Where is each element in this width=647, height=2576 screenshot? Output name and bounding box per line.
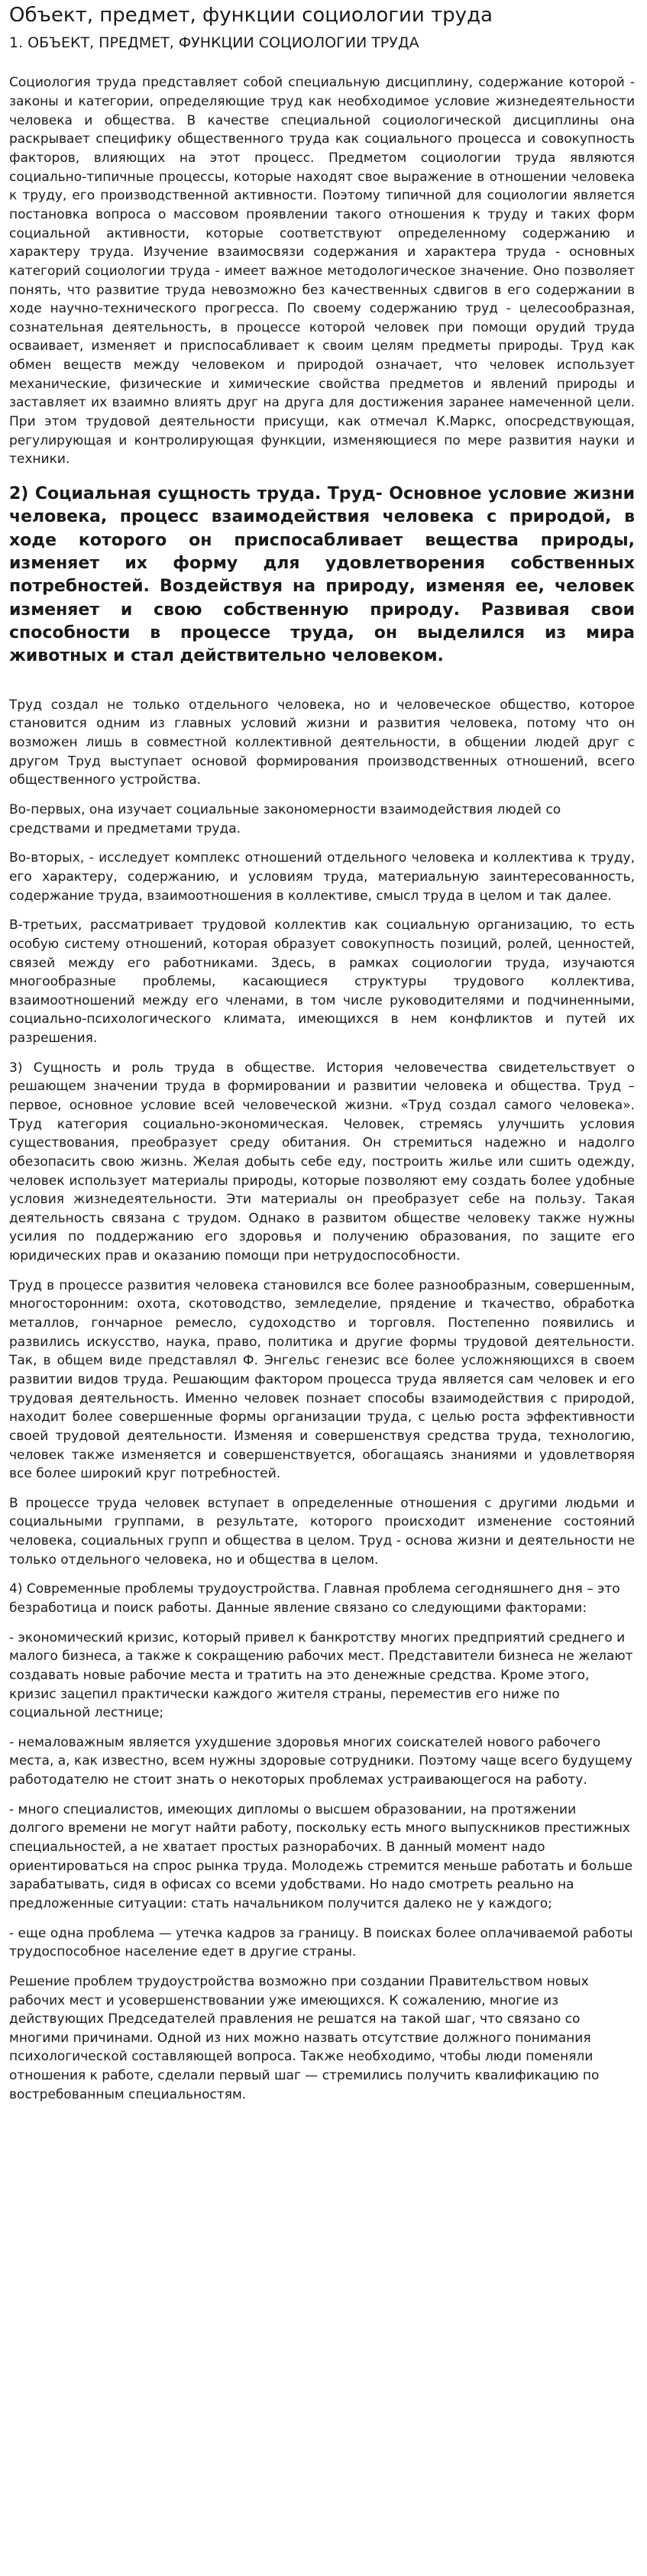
document-page [0,3,647,2133]
paragraph-labor-development: Труд в процессе развития человека становился все более разнообразным, совершенным, многосторонним: охота, скотоводство, земледелие, прядение и ткачество, обработка металлов, гончарное ремесло, судоходство и торговля. Постепенно появились и развились искусство, наука, право, политика и другие формы трудовой деятельности. Так, в общем виде представлял Ф. Энгельс генезис все более усложняющихся в своем развитии видов труда. Решающим фактором процесса труда является сам человек и его трудовая деятельность. Именно человек познает способы взаимодействия с природой, находит более совершенные формы организации труда, с целью роста эффективности своей трудовой деятельности. Изменяя и совершенствуя средства труда, технологию, человек также изменяется и совершенствуется, обогащаясь знаниями и удовлетворяя все более широкий круг потребностей. [9,1277,635,1482]
page-title: Объект, предмет, функции социологии труда [9,4,493,27]
paragraph-employment-problems: 4) Современные проблемы трудоустройства. Главная проблема сегодняшнего дня – это безработица и поиск работы. Данные явление связано со следующими факторами: [9,1581,620,1616]
section-heading: 1. ОБЪЕКТ, ПРЕДМЕТ, ФУНКЦИИ СОЦИОЛОГИИ ТРУДА [9,34,419,51]
list-item-specialists: - много специалистов, имеющих дипломы о высшем образовании, на протяжении долгого времени не могут найти работу, поскольку есть много выпускников престижных специальностей, а не хватает простых разнорабочих. В данный момент надо ориентироваться на спрос рынка труда. Молодежь стремится меньше работать и больше зарабатывать, сидя в офисах со всеми удобствами. Но надо смотреть реально на предложенные ситуации: стать начальником получится далеко не у каждого; [9,1801,633,1911]
paragraph-labor-society: Труд создал не только отдельного человека, но и человеческое общество, которое становится одним из главных условий жизни и развития человека, потому что он возможен лишь в совместной коллективной деятельности, в общении людей друг с другом Труд выступает основой формирования производственных отношений, всего общественного устройства. [9,697,635,788]
section-heading-social-essence: 2) Социальная сущность труда. Труд- Основное условие жизни человека, процесс взаимодействия человека с природой, в ходе которого он приспосабливает вещества природы, изменяет их форму для удовлетворения собственных потребностей. Воздействуя на природу, изменяя ее, человек изменяет и свою собственную природу. Развивая свои способности в процессе труда, он выделился из мира животных и стал действительно человеком. [9,484,635,666]
paragraph-role-of-labor: 3) Сущность и роль труда в обществе. История человечества свидетельствует о решающем значении труда в формировании и развитии человека и общества. Труд – первое, основное условие всей человеческой жизни. «Труд создал самого человека». Труд категория социально-экономическая. Человек, стремясь улучшить условия существования, преобразует среду обитания. Он стремиться надежно и надолго обезопасить свою жизнь. Желая добыть себе еду, построить жилье или сшить одежду, человек использует материалы природы, которые позволяют ему создать более удобные условия жизнедеятельности. Эти материалы он преобразует себе на пользу. Такая деятельность связана с трудом. Однако в развитом обществе человеку также нужны усилия по поддержанию его здоровья и получению образования, по защите его юридических прав и оказанию помощи при нетрудоспособности. [9,1060,635,1264]
list-item-health: - немаловажным является ухудшение здоровья многих соискателей нового рабочего места, а, как известно, всем нужны здоровые сотрудники. Поэтому чаще всего будущему работодателю не стоит знать о некоторых проблемах устраивающегося на работу. [9,1734,632,1788]
list-item-brain-drain: - еще одна проблема — утечка кадров за границу. В поисках более оплачиваемой работы трудоспособное население едет в другие страны. [9,1925,633,1960]
list-item-crisis: - экономический кризис, который привел к банкротству многих предприятий среднего и малого бизнеса, а также к сокращению рабочих мест. Представители бизнеса не желают создавать новые рабочие места и тратить на это денежные средства. Кроме этого, кризис зацепил практически каждого жителя страны, переместив его ниже по социальной лестнице; [9,1629,633,1721]
paragraph-second: Во-вторых, - исследует комплекс отношений отдельного человека и коллектива к труду, его характеру, содержанию, и условиям труда, материальную заинтересованность, содержание труда, взаимоотношения в коллективе, смысл труда в целом и так далее. [9,850,635,904]
paragraph-first: Во-первых, она изучает социальные закономерности взаимодействия людей со средствами и предметами труда. [9,802,561,837]
paragraph-solution: Решение проблем трудоустройства возможно при создании Правительством новых рабочих мест и усовершенствовании уже имеющихся. К сожалению, многие из действующих Председателей правления не решатся на такой шаг, что связано со многими причинами. Одной из них можно назвать отсутствие должного понимания психологической составляющей вопроса. Также необходимо, чтобы люди поменяли отношения к работе, сделали первый шаг — стремились получить квалификацию по востребованным специальностям. [9,1973,600,2102]
paragraph-subject: Социология труда представляет собой специальную дисциплину, содержание которой - законы и категории, определяющие труд как необходимое условие жизнедеятельности человека и общества. В качестве специальной социологической дисциплины она раскрывает специфику общественного труда как социального процесса и совокупность факторов, влияющих на этот процесс. Предметом социологии труда являются социально-типичные процессы, которые находят свое выражение в отношении человека к труду, его производственной активности. Поэтому типичной для социологии является постановка вопроса о массовом проявлении такого отношения к труду и таких форм социальной активности, которые соответствуют определенному содержанию и характеру труда. Изучение взаимосвязи содержания и характера труда - основных категорий социологии труда - имеет важное методологическое значение. Оно позволяет понять, что развитие труда невозможно без качественных сдвигов в его содержании в ходе научно-технического прогресса. По своему содержанию труд - целесообразная, сознательная деятельность, в процессе которой человек при помощи орудий труда осваивает, изменяет и приспосабливает к своим целям предметы природы. Труд как обмен веществ между человеком и природой означает, что человек использует механические, физические и химические свойства предметов и явлений природы и заставляет их взаимно влиять друг на друга для достижения заранее намеченной цели. При этом трудовой деятельности присущи, как отмечал К.Маркс, опосредствующая, регулирующая и контролирующая функции, изменяющиеся по мере развития науки и техники. [9,75,635,468]
paragraph-labor-relations: В процессе труда человек вступает в определенные отношения с другими людьми и социальными группами, в результате, которого происходит изменение состояний человека, социальных групп и общества в целом. Труд - основа жизни и деятельности не только отдельного человека, но и общества в целом. [9,1495,635,1568]
paragraph-third: В-третьих, рассматривает трудовой коллектив как социальную организацию, то есть особую систему отношений, которая образует совокупность позиций, ролей, ценностей, связей между его работниками. Здесь, в рамках социологии труда, изучаются многообразные проблемы, касающиеся структуры трудового коллектива, взаимоотношений между его членами, в том числе руководителями и подчиненными, социально-психологического климата, имеющихся в нем конфликтов и путей их разрешения. [9,917,635,1047]
